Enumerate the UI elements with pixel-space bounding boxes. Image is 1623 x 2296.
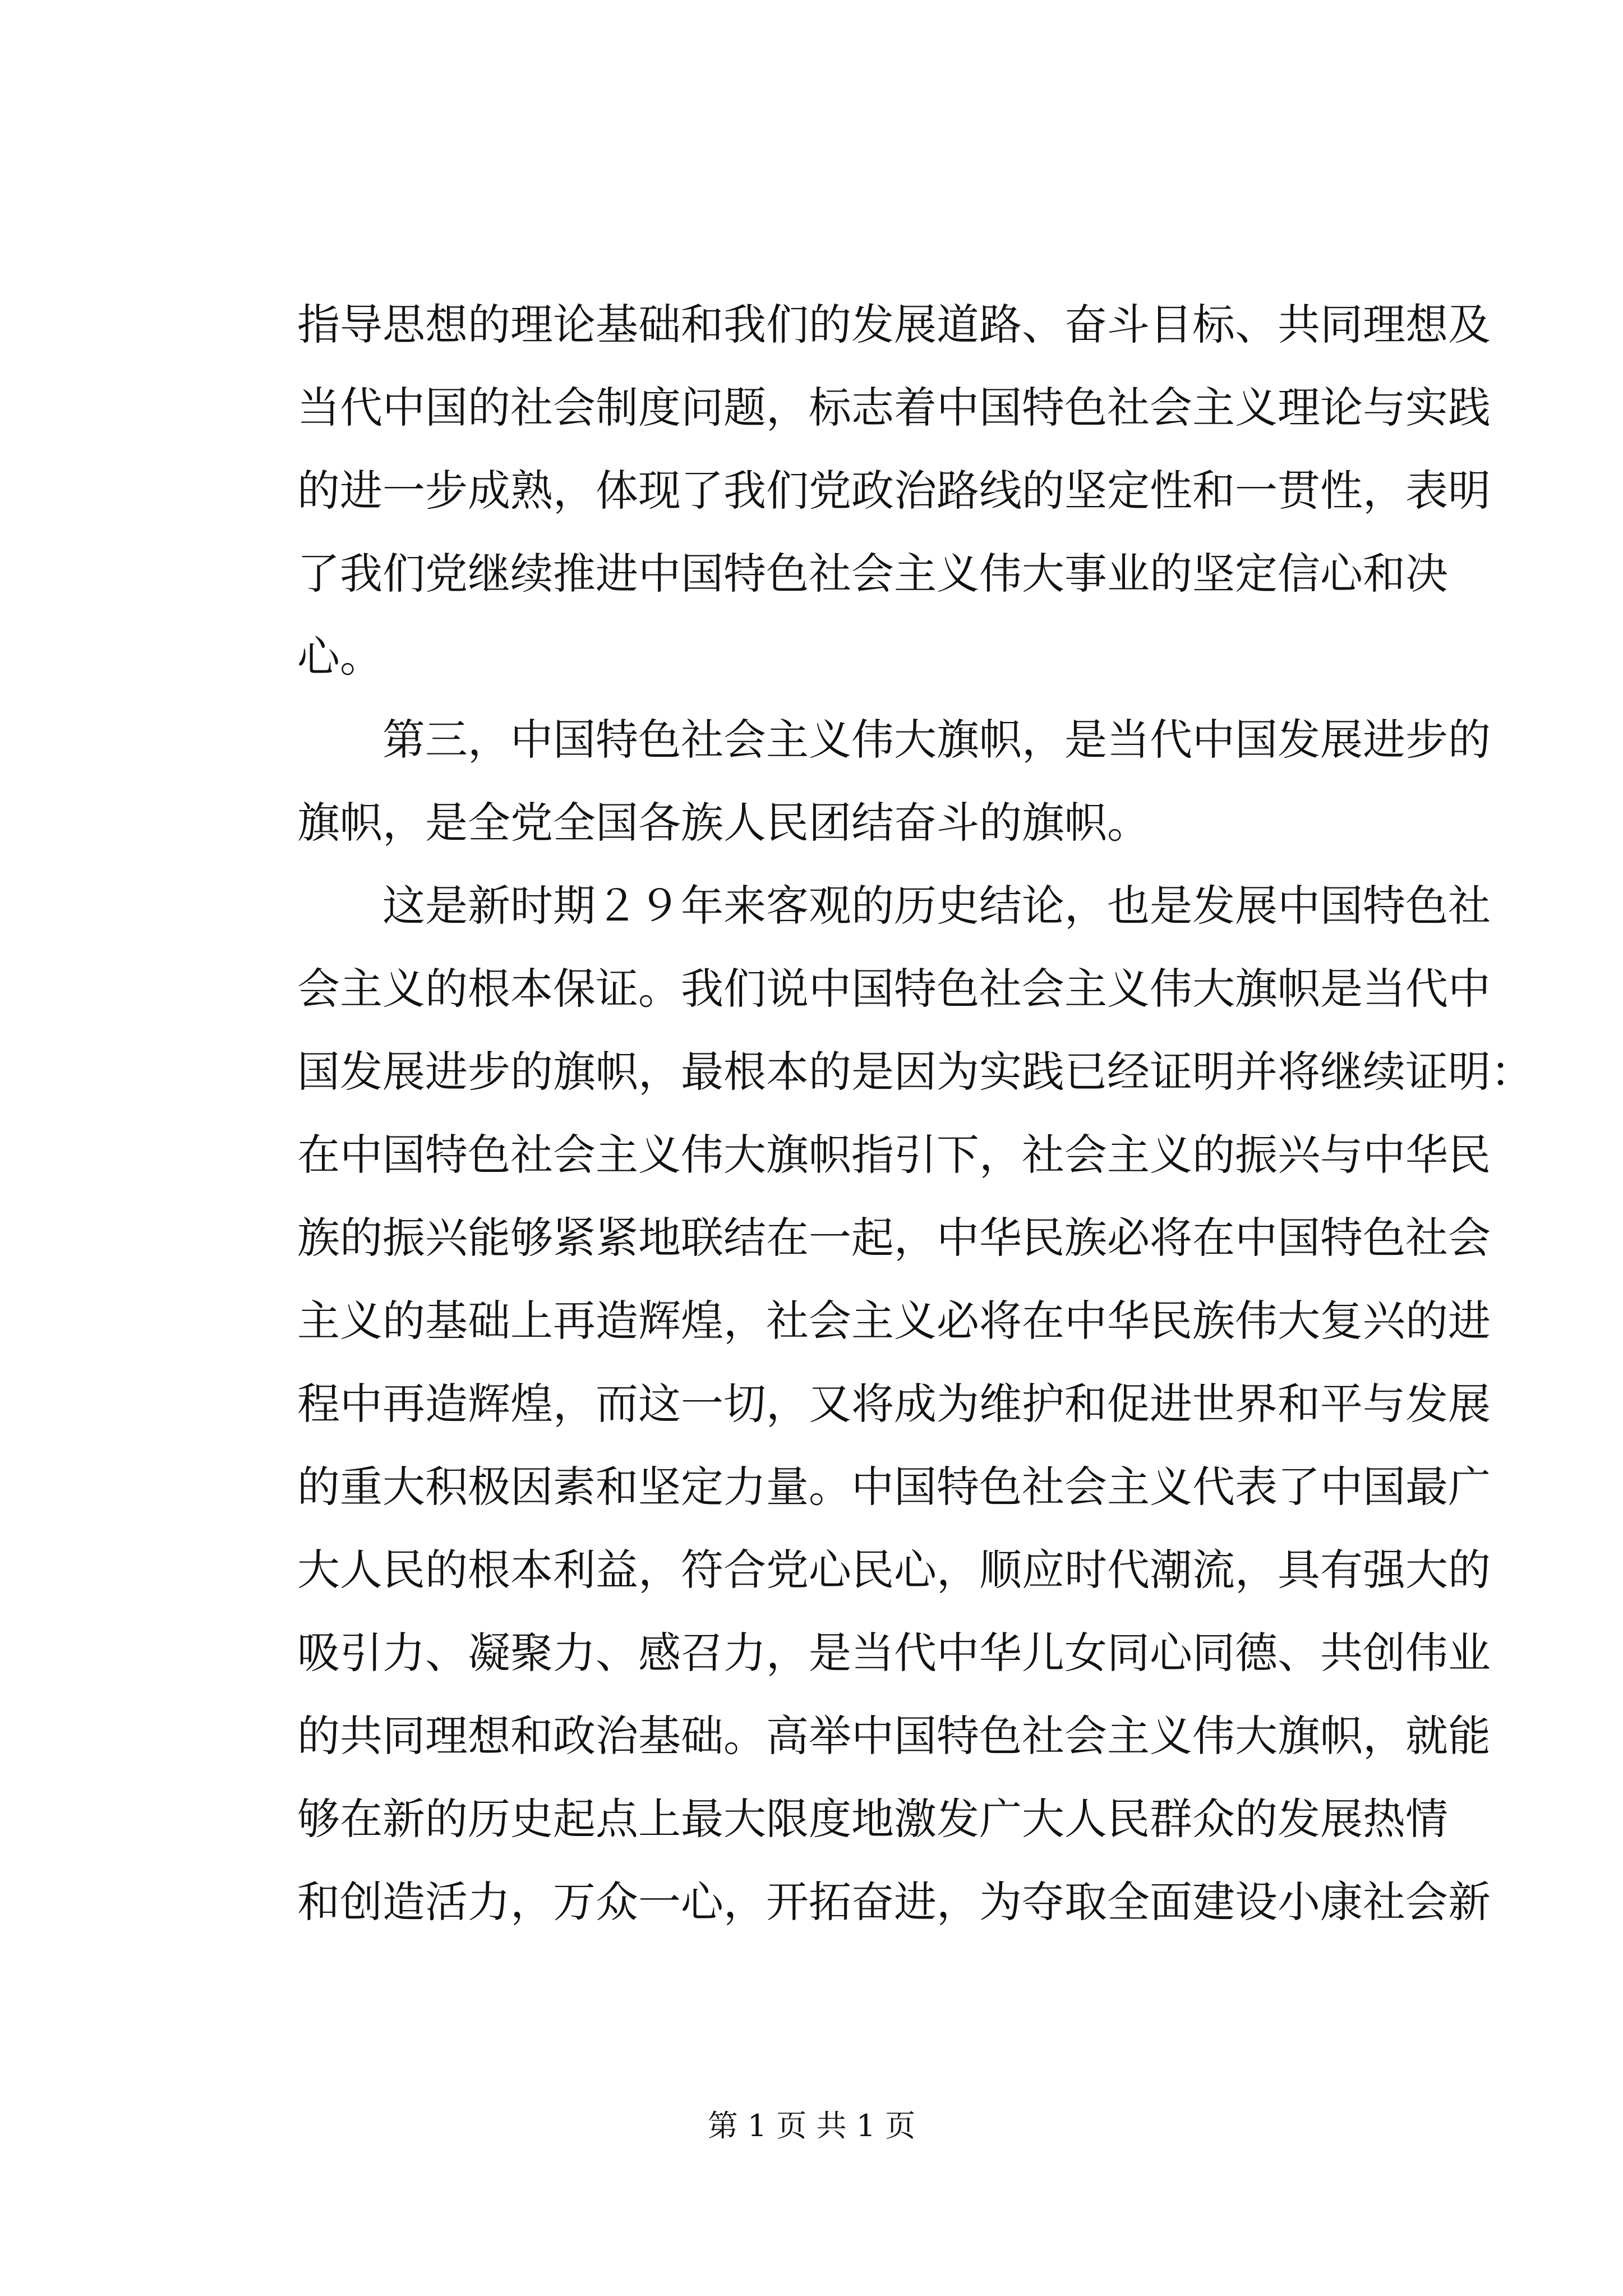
text-line: 的重大积极因素和坚定力量。中国特色社会主义代表了中国最广 — [297, 1462, 1491, 1512]
text-line: 吸引力、凝聚力、感召力，是当代中华儿女同心同德、共创伟业 — [297, 1628, 1491, 1678]
text-line: 的共同理想和政治基础。高举中国特色社会主义伟大旗帜，就能 — [297, 1711, 1491, 1761]
document-body — [297, 283, 1533, 1944]
text-line: 主义的基础上再造辉煌，社会主义必将在中华民族伟大复兴的进 — [297, 1296, 1491, 1346]
text-line: 在中国特色社会主义伟大旗帜指引下，社会主义的振兴与中华民 — [297, 1130, 1491, 1180]
text-line: 会主义的根本保证。我们说中国特色社会主义伟大旗帜是当代中 — [297, 964, 1491, 1014]
text-line: 程中再造辉煌，而这一切，又将成为维护和促进世界和平与发展 — [297, 1379, 1491, 1429]
text-line: 当代中国的社会制度问题，标志着中国特色社会主义理论与实践 — [297, 383, 1491, 432]
text-line: 的进一步成熟，体现了我们党政治路线的坚定性和一贯性，表明 — [297, 466, 1491, 516]
page-footer: 第 1 页 共 1 页 — [707, 2108, 916, 2143]
text-line: 族的振兴能够紧紧地联结在一起，中华民族必将在中国特色社会 — [297, 1213, 1491, 1263]
text-line: 国发展进步的旗帜，最根本的是因为实践已经证明并将继续证明： — [297, 1047, 1533, 1097]
text-line: 指导思想的理论基础和我们的发展道路、奋斗目标、共同理想及 — [297, 300, 1491, 349]
paragraph-end-line: 旗帜，是全党全国各族人民团结奋斗的旗帜。 — [297, 798, 1150, 848]
text-line: 够在新的历史起点上最大限度地激发广大人民群众的发展热情 — [297, 1794, 1448, 1844]
text-line: 了我们党继续推进中国特色社会主义伟大事业的坚定信心和决 — [297, 549, 1448, 599]
paragraph-first-line: 第三，中国特色社会主义伟大旗帜，是当代中国发展进步的 — [382, 715, 1491, 765]
text-line: 大人民的根本利益，符合党心民心，顺应时代潮流，具有强大的 — [297, 1545, 1491, 1595]
paragraph-end-line: 心。 — [297, 632, 382, 682]
paragraph-first-line: 这是新时期２９年来客观的历史结论，也是发展中国特色社 — [382, 881, 1491, 931]
text-line: 和创造活力，万众一心，开拓奋进，为夺取全面建设小康社会新 — [297, 1877, 1491, 1927]
